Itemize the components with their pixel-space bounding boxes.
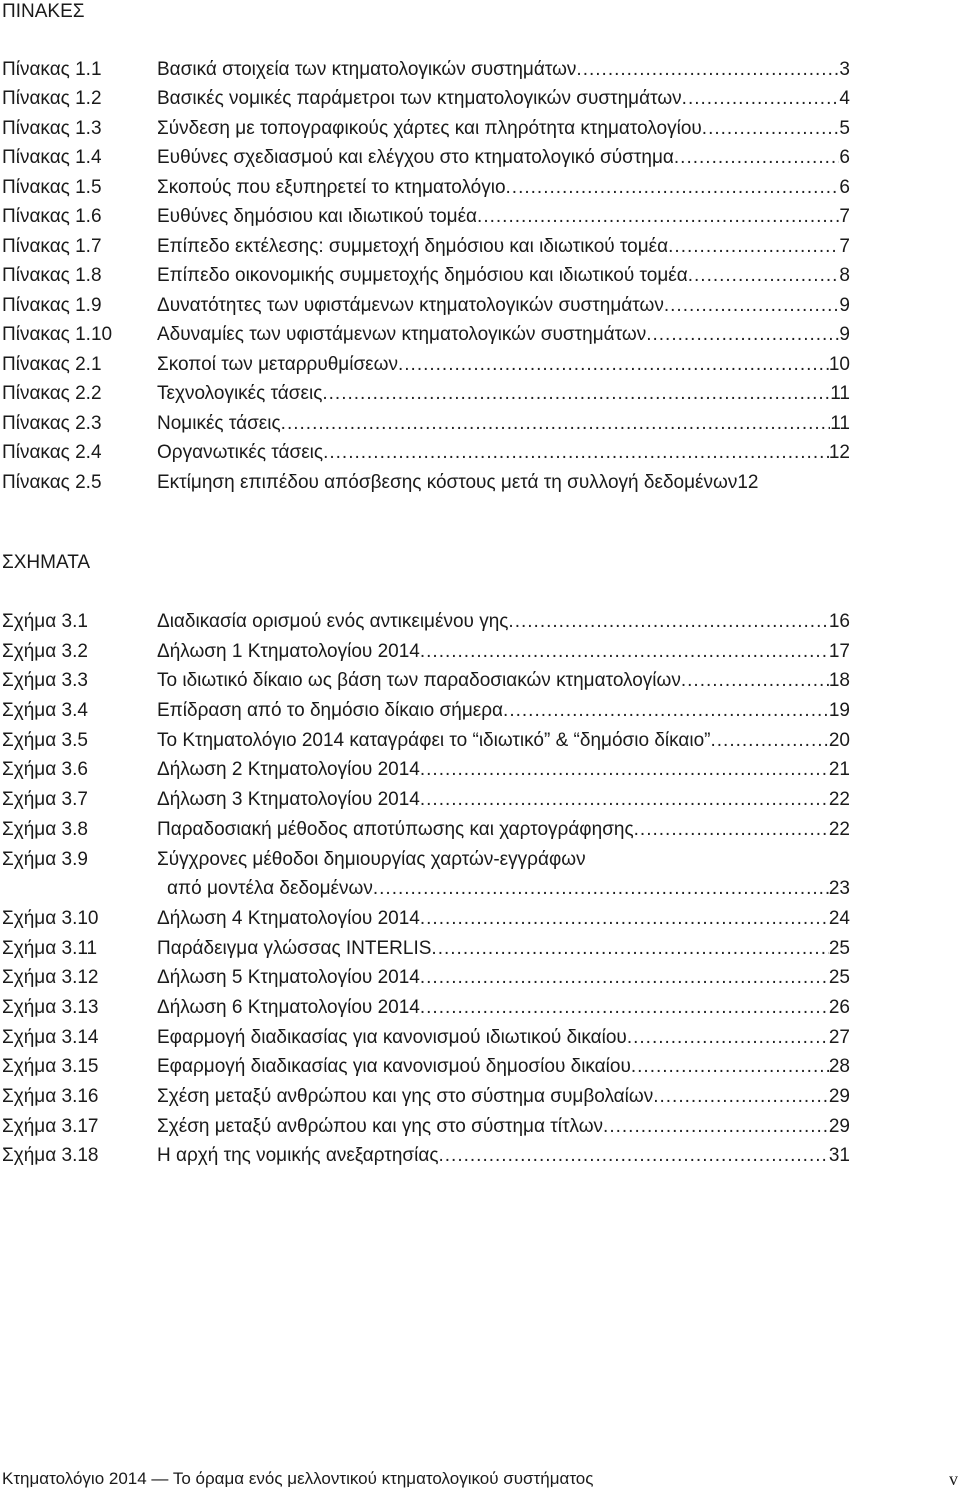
toc-row-table[interactable] — [0, 353, 960, 382]
toc-label: Σχήμα 3.15 — [2, 1056, 99, 1078]
toc-page-number: 9 — [839, 294, 850, 316]
tables-list — [0, 58, 960, 500]
leader-dots — [653, 1085, 829, 1109]
toc-label: Σχήμα 3.8 — [2, 818, 88, 840]
toc-row-figure[interactable] — [0, 699, 960, 729]
toc-title: Δήλωση 5 Κτηματολογίου 2014 — [157, 967, 420, 989]
leader-dots — [702, 117, 840, 141]
toc-row-table[interactable] — [0, 87, 960, 116]
toc-label: Πίνακας 1.6 — [2, 206, 102, 228]
leader-dots — [634, 818, 829, 842]
toc-title: Σχέση μεταξύ ανθρώπου και γης στο σύστημα τίτλων — [157, 1115, 604, 1137]
toc-title: Επίδραση από το δημόσιο δίκαιο σήμερα — [157, 700, 504, 722]
leader-dots — [420, 966, 829, 990]
figures-list — [0, 610, 960, 1174]
leader-dots — [681, 669, 829, 693]
toc-title: Παραδοσιακή μέθοδος αποτύπωσης και χαρτογράφησης — [157, 818, 634, 840]
leader-dots — [688, 264, 840, 288]
figures-heading: ΣΧΗΜΑΤΑ — [2, 552, 91, 573]
toc-page-number: 4 — [839, 88, 850, 110]
toc-page-number: 18 — [828, 670, 850, 692]
toc-row-table[interactable] — [0, 235, 960, 264]
toc-row-table[interactable] — [0, 441, 960, 470]
toc-label: Πίνακας 1.9 — [2, 294, 102, 316]
toc-page-number: 29 — [828, 1086, 850, 1107]
toc-title: Δήλωση 3 Κτηματολογίου 2014 — [157, 789, 420, 811]
toc-page-number: 7 — [839, 235, 850, 257]
toc-title: Η αρχή της νομικής ανεξαρτησίας — [157, 1145, 439, 1167]
leader-dots — [323, 441, 829, 465]
footer-page-number: v — [949, 1469, 958, 1489]
toc-page-number: 22 — [828, 818, 850, 840]
toc-row-figure[interactable] — [0, 818, 960, 848]
toc-label: Σχήμα 3.10 — [2, 907, 99, 929]
leader-dots — [431, 937, 828, 961]
toc-label: Πίνακας 2.4 — [2, 442, 102, 464]
toc-page-number: 19 — [828, 700, 850, 722]
toc-label: Πίνακας 1.2 — [2, 88, 102, 110]
toc-page-number: 25 — [828, 937, 850, 959]
toc-label: Σχήμα 3.17 — [2, 1115, 99, 1137]
toc-label: Πίνακας 1.10 — [2, 324, 113, 346]
toc-page-number: 27 — [828, 1026, 850, 1048]
toc-title: Αδυναμίες των υφιστάμενων κτηματολογικών συστημάτων — [157, 324, 647, 346]
toc-page-number: 29 — [828, 1115, 850, 1137]
toc-title: Σύγχρονες μέθοδοι δημιουργίας χαρτών-εγγράφων — [157, 848, 586, 870]
toc-label: Πίνακας 2.1 — [2, 353, 102, 375]
toc-label: Πίνακας 1.8 — [2, 265, 102, 287]
toc-title: Δυνατότητες των υφιστάμενων κτηματολογικών συστημάτων — [157, 294, 664, 316]
toc-page-number: 28 — [828, 1056, 850, 1078]
toc-page-number: 25 — [828, 967, 850, 989]
toc-row-figure[interactable] — [0, 1115, 960, 1145]
toc-page-number: 17 — [828, 640, 850, 662]
toc-page-number: 22 — [828, 789, 850, 811]
toc-row-table[interactable] — [0, 471, 960, 500]
toc-page-number: 12 — [737, 471, 759, 493]
toc-title: Δήλωση 6 Κτηματολογίου 2014 — [157, 996, 420, 1018]
toc-label: Σχήμα 3.9 — [2, 848, 88, 870]
toc-row-table[interactable] — [0, 146, 960, 175]
toc-label: Πίνακας 1.7 — [2, 235, 102, 257]
toc-title: Βασικά στοιχεία των κτηματολογικών συστημάτων — [157, 59, 577, 80]
toc-title: Ευθύνες δημόσιου και ιδιωτικού τομέα — [157, 206, 478, 228]
leader-dots — [646, 323, 839, 347]
toc-page-number: 6 — [839, 147, 850, 169]
leader-dots — [420, 907, 829, 931]
toc-title: Επίπεδο οικονομικής συμμετοχής δημόσιου και ιδιωτικού τομέα — [157, 265, 688, 287]
toc-page-number: 20 — [828, 729, 850, 751]
leader-dots — [322, 382, 830, 406]
toc-page-number: 10 — [828, 353, 850, 375]
toc-title: Σύνδεση με τοπογραφικούς χάρτες και πληρότητα κτηματολογίου — [157, 117, 702, 139]
toc-page-number: 31 — [828, 1145, 850, 1167]
leader-dots — [674, 146, 840, 170]
toc-label: Πίνακας 1.3 — [2, 117, 102, 139]
leader-dots — [631, 1055, 829, 1079]
toc-label: Σχήμα 3.2 — [2, 640, 88, 662]
toc-row-table[interactable] — [0, 117, 960, 146]
toc-title: Διαδικασία ορισμού ενός αντικειμένου γης — [157, 611, 509, 632]
toc-row-table[interactable] — [0, 323, 960, 352]
toc-page-number: 5 — [839, 117, 850, 139]
leader-dots — [477, 205, 839, 229]
toc-label: Πίνακας 2.3 — [2, 412, 102, 434]
toc-row-figure[interactable] — [0, 640, 960, 670]
toc-row-figure[interactable] — [0, 1055, 960, 1085]
leader-dots — [627, 1026, 829, 1050]
toc-title: από μοντέλα δεδομένων — [167, 878, 373, 900]
toc-page-number: 24 — [828, 907, 850, 929]
toc-row-table[interactable] — [0, 58, 960, 87]
leader-dots — [373, 877, 829, 901]
toc-row-table[interactable] — [0, 294, 960, 323]
leader-dots — [682, 87, 840, 111]
leader-dots — [281, 412, 831, 436]
toc-row-figure[interactable] — [0, 669, 960, 699]
leader-dots — [508, 610, 828, 634]
toc-row-figure[interactable] — [0, 1144, 960, 1174]
leader-dots — [439, 1144, 829, 1168]
toc-row-table[interactable] — [0, 264, 960, 293]
toc-label: Πίνακας 2.2 — [2, 383, 102, 405]
toc-title: Σκοποί των μεταρρυθμίσεων — [157, 353, 398, 375]
toc-row-table[interactable] — [0, 412, 960, 441]
toc-row-figure[interactable] — [0, 966, 960, 996]
toc-row-table[interactable] — [0, 382, 960, 411]
toc-title: Τεχνολογικές τάσεις — [157, 383, 323, 405]
toc-label: Σχήμα 3.7 — [2, 789, 88, 811]
toc-label: Σχήμα 3.5 — [2, 729, 88, 751]
toc-title: Το Κτηματολόγιο 2014 καταγράφει το “ιδιωτικό” & “δημόσιο δίκαιο” — [157, 729, 711, 751]
toc-title: Νομικές τάσεις — [157, 412, 281, 434]
toc-row-table[interactable] — [0, 205, 960, 234]
leader-dots — [420, 640, 829, 664]
toc-label: Σχήμα 3.18 — [2, 1145, 99, 1167]
toc-page-number: 23 — [828, 878, 850, 900]
toc-label: Σχήμα 3.14 — [2, 1026, 99, 1048]
toc-row-table[interactable] — [0, 176, 960, 205]
leader-dots — [506, 176, 840, 200]
toc-row-figure[interactable] — [0, 788, 960, 818]
toc-row-figure[interactable] — [0, 729, 960, 759]
toc-title: Οργανωτικές τάσεις — [157, 442, 324, 464]
toc-title: Εφαρμογή διαδικασίας για κανονισμού ιδιωτικού δικαίου — [157, 1026, 627, 1048]
toc-label: Σχήμα 3.3 — [2, 670, 88, 692]
toc-title: Σκοπούς που εξυπηρετεί το κτηματολόγιο — [157, 176, 506, 198]
leader-dots — [668, 235, 839, 259]
toc-page-number: 6 — [839, 176, 850, 198]
toc-row-figure[interactable] — [0, 610, 960, 640]
leader-dots — [664, 294, 840, 318]
leader-dots — [420, 758, 829, 782]
toc-label: Πίνακας 2.5 — [2, 471, 102, 493]
toc-page-number: 16 — [828, 611, 850, 632]
leader-dots — [711, 729, 829, 753]
toc-label: Σχήμα 3.16 — [2, 1086, 99, 1107]
toc-title: Δήλωση 2 Κτηματολογίου 2014 — [157, 759, 420, 781]
toc-row-figure[interactable] — [0, 937, 960, 967]
toc-label: Πίνακας 1.1 — [2, 59, 102, 80]
toc-title: Εκτίμηση επιπέδου απόσβεσης κόστους μετά τη συλλογή δεδομένων — [157, 471, 738, 493]
toc-page-number: 12 — [828, 442, 850, 464]
leader-dots — [603, 1115, 829, 1139]
footer-title: Κτηματολόγιο 2014 — Το όραμα ενός μελλοντικού κτηματολογικού συστήματος — [2, 1469, 594, 1488]
toc-row-figure[interactable] — [0, 996, 960, 1026]
toc-row-figure[interactable] — [0, 1085, 960, 1115]
leader-dots — [398, 353, 829, 377]
toc-label: Σχήμα 3.6 — [2, 759, 88, 781]
toc-row-figure[interactable] — [0, 848, 960, 878]
toc-title: Βασικές νομικές παράμετροι των κτηματολογικών συστημάτων — [157, 88, 682, 110]
toc-row-figure-continuation[interactable] — [0, 877, 960, 907]
toc-title: Σχέση μεταξύ ανθρώπου και γης στο σύστημα συμβολαίων — [157, 1086, 654, 1107]
toc-page-number: 8 — [839, 265, 850, 287]
toc-page-number: 7 — [839, 206, 850, 228]
toc-title: Το ιδιωτικό δίκαιο ως βάση των παραδοσιακών κτηματολογίων — [157, 670, 681, 692]
toc-row-figure[interactable] — [0, 907, 960, 937]
toc-label: Πίνακας 1.4 — [2, 147, 102, 169]
toc-title: Δήλωση 1 Κτηματολογίου 2014 — [157, 640, 420, 662]
toc-row-figure[interactable] — [0, 1026, 960, 1056]
toc-title: Επίπεδο εκτέλεσης: συμμετοχή δημόσιου και ιδιωτικού τομέα — [157, 235, 669, 257]
toc-title: Εφαρμογή διαδικασίας για κανονισμού δημοσίου δικαίου — [157, 1056, 631, 1078]
toc-page-number: 9 — [839, 324, 850, 346]
toc-label: Σχήμα 3.12 — [2, 967, 99, 989]
toc-label: Σχήμα 3.1 — [2, 611, 88, 632]
toc-title: Ευθύνες σχεδιασμού και ελέγχου στο κτηματολογικό σύστημα — [157, 147, 674, 169]
leader-dots — [576, 58, 839, 82]
toc-label: Πίνακας 1.5 — [2, 176, 102, 198]
leader-dots — [420, 788, 829, 812]
tables-heading: ΠΙΝΑΚΕΣ — [2, 1, 85, 22]
toc-title: Παράδειγμα γλώσσας INTERLIS — [157, 937, 432, 959]
toc-page-number: 11 — [830, 383, 850, 405]
toc-page-number: 26 — [828, 996, 850, 1018]
toc-label: Σχήμα 3.11 — [2, 937, 98, 959]
toc-title: Δήλωση 4 Κτηματολογίου 2014 — [157, 907, 420, 929]
leader-dots — [503, 699, 829, 723]
toc-page-number: 3 — [839, 59, 850, 80]
toc-page-number: 21 — [828, 759, 850, 781]
toc-page-number: 11 — [830, 412, 850, 434]
leader-dots — [420, 996, 829, 1020]
toc-row-figure[interactable] — [0, 758, 960, 788]
toc-label: Σχήμα 3.4 — [2, 700, 88, 722]
toc-label: Σχήμα 3.13 — [2, 996, 99, 1018]
